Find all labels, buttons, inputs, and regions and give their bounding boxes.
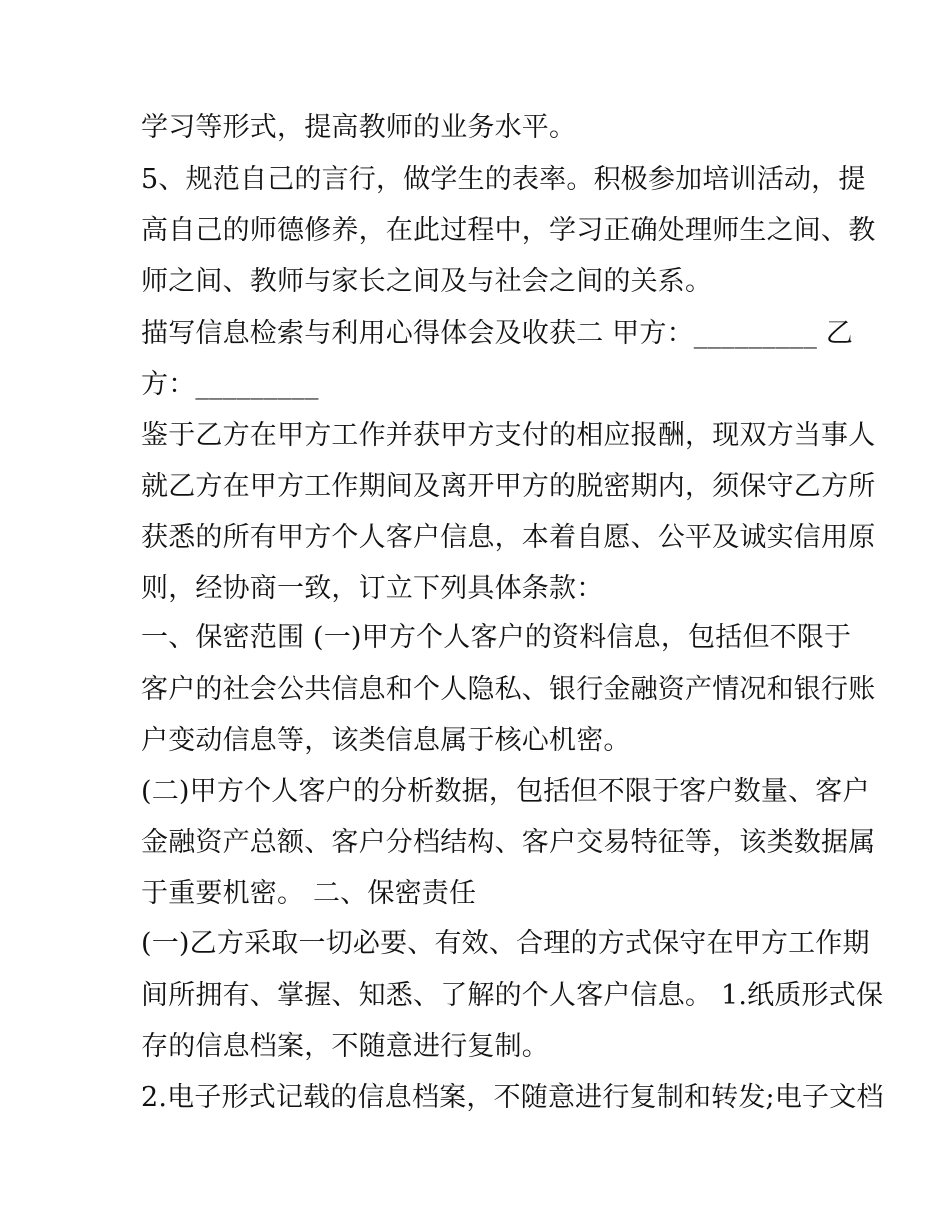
text-line-7: 鉴于乙方在甲方工作并获甲方支付的相应报酬，现双方当事人 (141, 420, 876, 451)
text-line-12: 客户的社会公共信息和个人隐私、银行金融资产情况和银行账 (141, 674, 876, 705)
text-line-5: 描写信息检索与利用心得体会及收获二 甲方：_________ 乙 (141, 318, 854, 349)
text-line-15: 金融资产总额、客户分档结构、客户交易特征等，该类数据属 (141, 827, 876, 858)
text-line-19: 存的信息档案，不随意进行复制。 (141, 1031, 549, 1062)
text-line-18: 间所拥有、掌握、知悉、了解的个人客户信息。 1.纸质形式保 (141, 980, 884, 1011)
text-line-1: 学习等形式，提高教师的业务水平。 (141, 112, 577, 143)
text-line-10: 则，经协商一致，订立下列具体条款： (141, 573, 604, 604)
text-line-4: 师之间、教师与家长之间及与社会之间的关系。 (141, 266, 713, 297)
text-line-16: 于重要机密。 二、保密责任 (141, 878, 477, 909)
text-line-11: 一、保密范围 (一)甲方个人客户的资料信息，包括但不限于 (141, 622, 852, 653)
text-line-14: (二)甲方个人客户的分析数据，包括但不限于客户数量、客户 (141, 776, 870, 807)
text-line-6: 方：_________ (141, 369, 319, 400)
text-line-8: 就乙方在甲方工作期间及离开甲方的脱密期内，须保守乙方所 (141, 471, 876, 502)
text-line-17: (一)乙方采取一切必要、有效、合理的方式保守在甲方工作期 (141, 928, 870, 959)
text-line-13: 户变动信息等，该类信息属于核心机密。 (141, 725, 631, 756)
text-line-9: 获悉的所有甲方个人客户信息，本着自愿、公平及诚实信用原 (141, 522, 876, 553)
text-line-3: 高自己的师德修养，在此过程中，学习正确处理师生之间、教 (141, 215, 876, 246)
text-line-20: 2.电子形式记载的信息档案，不随意进行复制和转发;电子文档 (141, 1082, 884, 1113)
text-line-2: 5、规范自己的言行，做学生的表率。积极参加培训活动，提 (141, 164, 866, 195)
